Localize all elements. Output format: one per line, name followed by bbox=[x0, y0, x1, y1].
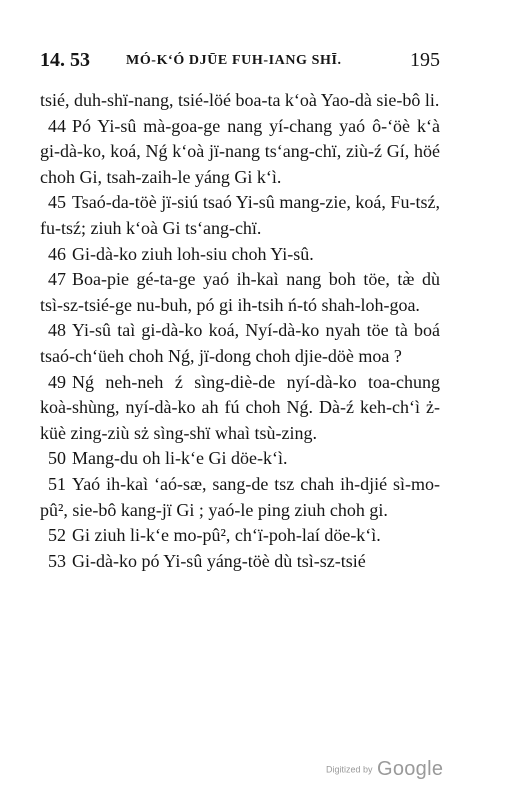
verse-number: 50 bbox=[48, 448, 66, 469]
running-header bbox=[40, 47, 440, 73]
verse-text: Yi-sû taì gi-dà-ko koá, Nyí-dà-ko nyah töe tà boá tsaó-ch‘üeh choh Nǵ, jï-dong choh djie-döè moa ? bbox=[40, 320, 440, 366]
verse-text: tsié, duh-shï-nang, tsié-löé boa-ta k‘oà Yao-dà sie-bô li. bbox=[40, 90, 440, 110]
verse-number: 53 bbox=[48, 550, 66, 571]
verse-51 bbox=[40, 472, 440, 523]
page-number: 195 bbox=[410, 49, 440, 71]
running-title: MÓ-K‘Ó DJŪE FUH-IANG SHĪ. bbox=[126, 53, 342, 68]
watermark-prefix: Digitized by bbox=[326, 764, 373, 775]
verse-text: Tsaó-da-töè jï-siú tsaó Yi-sû mang-zie, koá, Fu-tsź, fu-tsź; ziuh k‘oà Gi ts‘ang-chï. bbox=[40, 192, 440, 238]
verse-text: Nǵ neh-neh ź sìng-diè-de nyí-dà-ko toa-chung koà-shùng, nyí-dà-ko ah fú choh Nǵ. Dà-ź keh-ch‘ì ż-küè zing-ziù sż sìng-shï whaì tsù-zing. bbox=[40, 371, 440, 443]
verse-number: 49 bbox=[48, 371, 66, 392]
verse-text: Gi ziuh li-k‘e mo-pû², ch‘ï-poh-laí döe-k‘ì. bbox=[72, 525, 381, 546]
verse-text: Pó Yi-sû mà-goa-ge nang yí-chang yaó ô-‘öè k‘à gi-dà-ko, koá, Nǵ k‘oà jï-nang ts‘ang-chï, ziù-ź Gí, höé choh Gi, tsah-zaih-le yáng Gi k‘ì. bbox=[40, 115, 440, 187]
body-text bbox=[40, 88, 440, 574]
verse-text: Boa-pie gé-ta-ge yaó ih-kaì nang boh töe, tæ̀ dù tsì-sz-tsié-ge nu-buh, pó gi ih-tsih ń-tó shah-loh-goa. bbox=[40, 269, 440, 315]
verse-46 bbox=[40, 242, 440, 268]
google-logo: Google bbox=[376, 758, 444, 780]
verse-48 bbox=[40, 318, 440, 369]
verse-45 bbox=[40, 190, 440, 241]
chapter-verse-marker: 14. 53 bbox=[40, 49, 90, 71]
verse-52 bbox=[40, 523, 440, 549]
verse-53 bbox=[40, 549, 440, 575]
digitization-watermark bbox=[326, 758, 443, 781]
verse-47 bbox=[40, 267, 440, 318]
verse-number: 45 bbox=[48, 192, 66, 213]
verse-text: Gi-dà-ko ziuh loh-siu choh Yi-sû. bbox=[72, 243, 314, 264]
verse-number: 46 bbox=[48, 243, 66, 264]
verse-number: 52 bbox=[48, 525, 66, 546]
verse-number: 51 bbox=[48, 473, 66, 494]
verse-text: Yaó ih-kaì ‘aó-sæ, sang-de tsz chah ih-djié sì-mo-pû², sie-bô kang-jï Gi ; yaó-le ping ziuh choh gi. bbox=[40, 473, 440, 520]
verse-number: 47 bbox=[48, 269, 66, 290]
verse-continuation bbox=[40, 88, 440, 114]
verse-number: 48 bbox=[48, 320, 66, 341]
verse-44 bbox=[40, 114, 440, 191]
verse-text: Mang-du oh li-k‘e Gi döe-k‘ì. bbox=[72, 448, 288, 469]
verse-50 bbox=[40, 446, 440, 472]
verse-number: 44 bbox=[48, 115, 66, 136]
verse-49 bbox=[40, 370, 440, 447]
verse-text: Gi-dà-ko pó Yi-sû yáng-töè dù tsì-sz-tsié bbox=[72, 550, 366, 571]
